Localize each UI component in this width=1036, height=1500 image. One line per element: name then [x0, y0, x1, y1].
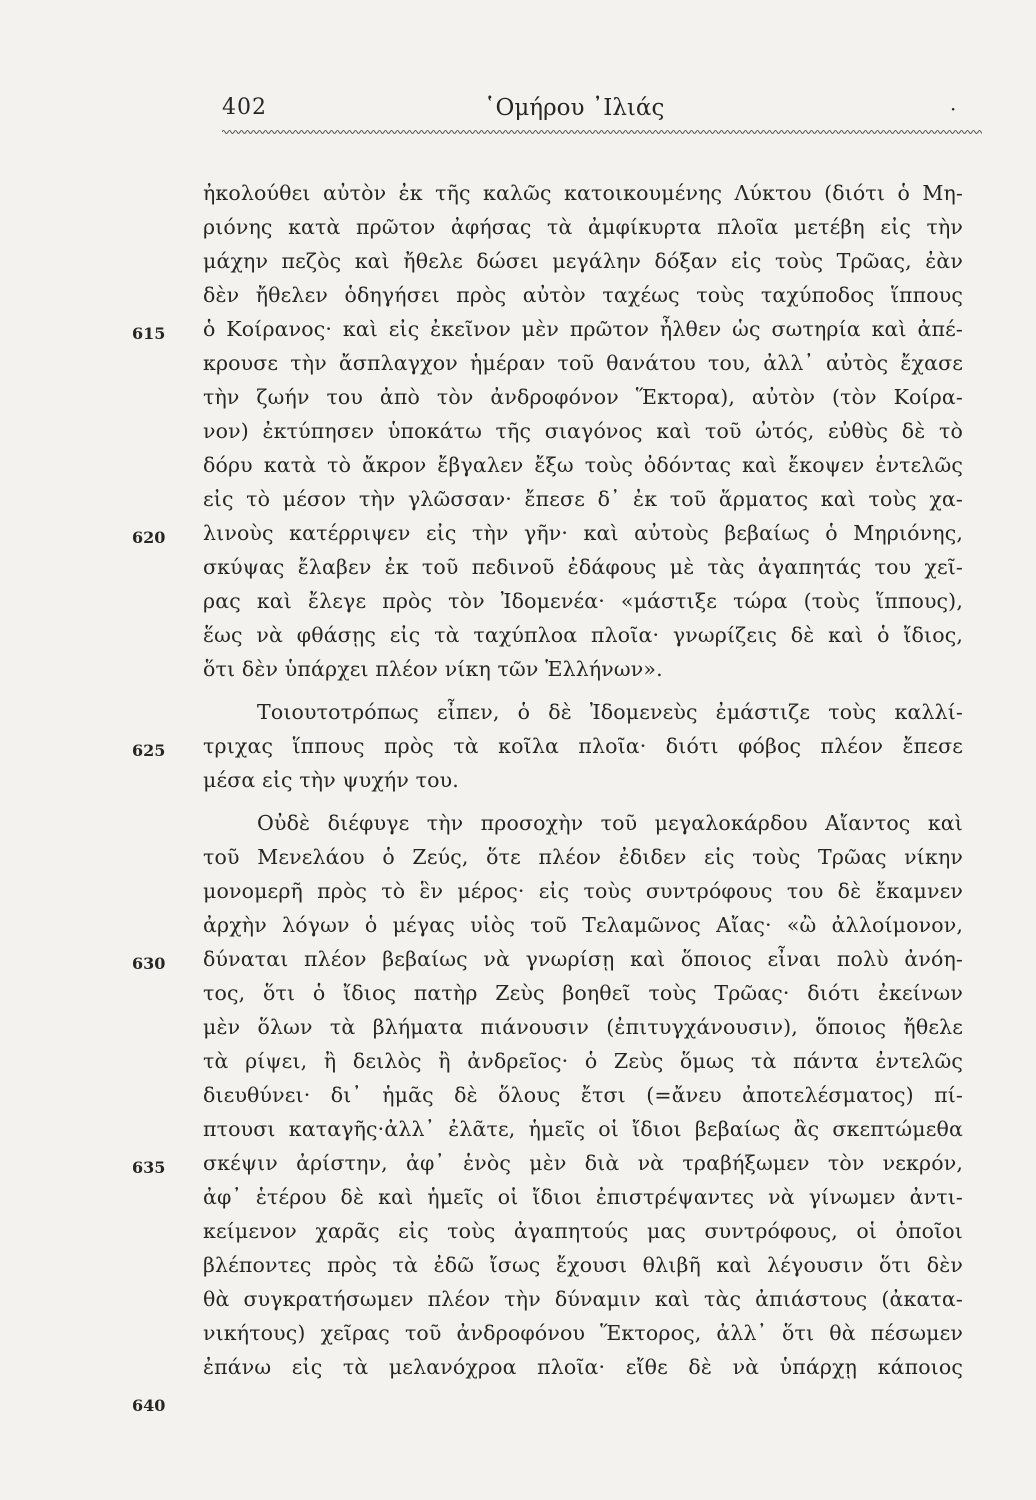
text-line: ἀρχὴν λόγων ὁ μέγας υἱὸς τοῦ Τελαμῶνος Αἴας· «ὢ ἀλλοίμονον,	[203, 913, 963, 937]
text-line: ἕως νὰ φθάσῃς εἰς τὰ ταχύπλοα πλοῖα· γνωρίζεις δὲ καὶ ὁ ἴδιος,	[203, 623, 963, 647]
text-line: μέσα εἰς τὴν ψυχήν του.	[203, 768, 459, 792]
running-title: ῾Ομήρου ᾿Ιλιάς	[484, 95, 665, 121]
text-line: κείμενον χαρᾶς εἰς τοὺς ἀγαπητούς μας συντρόφους, οἱ ὁποῖοι	[203, 1219, 963, 1243]
text-line: μὲν ὅλων τὰ βλήματα πιάνουσιν (ἐπιτυγχάνουσιν), ὅποιος ἤθελε	[203, 1015, 963, 1039]
line-number: 630	[132, 954, 166, 973]
text-line: ὅτι δὲν ὑπάρχει πλέον νίκη τῶν Ἑλλήνων».	[203, 657, 663, 681]
wavy-header-rule	[222, 128, 982, 136]
text-line: εἰς τὸ μέσον τὴν γλῶσσαν· ἔπεσε δ᾽ ἐκ τοῦ ἅρματος καὶ τοὺς χα-	[203, 487, 963, 511]
header-dot: ·	[950, 97, 957, 121]
text-line: ριόνης κατὰ πρῶτον ἀφήσας τὰ ἀμφίκυρτα πλοῖα μετέβη εἰς τὴν	[203, 215, 963, 239]
text-line: τριχας ἵππους πρὸς τὰ κοῖλα πλοῖα· διότι φόβος πλέον ἔπεσε	[203, 734, 963, 758]
line-number: 635	[132, 1158, 166, 1177]
text-line	[203, 1386, 963, 1416]
text-line: θὰ συγκρατήσωμεν πλέον τὴν δύναμιν καὶ τὰς ἀπιάστους (ἀκατα-	[203, 1287, 963, 1311]
text-line: τοῦ Μενελάου ὁ Ζεύς, ὅτε πλέον ἐδιδεν εἰς τοὺς Τρῶας νίκην	[203, 845, 963, 869]
text-line: ὁ Κοίρανος· καὶ εἰς ἐκεῖνον μὲν πρῶτον ἦλθεν ὡς σωτηρία καὶ ἀπέ-	[203, 317, 963, 341]
text-line: ρας καὶ ἔλεγε πρὸς τὸν Ἰδομενέα· «μάστιξε τώρα (τοὺς ἵππους),	[203, 589, 963, 613]
text-line: τὰ ρίψει, ἢ δειλὸς ἢ ἀνδρεῖος· ὁ Ζεὺς ὅμως τὰ πάντα ἐντελῶς	[203, 1049, 963, 1073]
text-line: λινοὺς κατέρριψεν εἰς τὴν γῆν· καὶ αὐτοὺς βεβαίως ὁ Μηριόνης,	[203, 521, 963, 545]
page-number: 402	[222, 95, 267, 120]
text-line: ἀφ᾽ ἑτέρου δὲ καὶ ἡμεῖς οἱ ἴδιοι ἐπιστρέψαντες νὰ γίνωμεν ἀντι-	[203, 1185, 963, 1209]
text-line: βλέποντες πρὸς τὰ ἐδῶ ἴσως ἔχουσι θλιβῆ καὶ λέγουσιν ὅτι δὲν	[203, 1253, 963, 1277]
line-number: 615	[132, 324, 166, 343]
line-number: 620	[132, 528, 166, 547]
text-line: πτουσι καταγῆς·ἀλλ᾽ ἐλᾶτε, ἡμεῖς οἱ ἴδιοι βεβαίως ἂς σκεπτώμεθα	[203, 1117, 963, 1141]
text-line: διευθύνει· δι᾽ ἡμᾶς δὲ ὅλους ἔτσι (=ἄνευ ἀποτελέσματος) πί-	[203, 1083, 963, 1107]
text-line: δόρυ κατὰ τὸ ἄκρον ἔβγαλεν ἔξω τοὺς ὀδόντας καὶ ἔκοψεν ἐντελῶς	[203, 453, 963, 477]
running-header	[222, 95, 982, 129]
text-line: δὲν ἤθελεν ὁδηγήσει πρὸς αὐτὸν ταχέως τοὺς ταχύποδος ἵππους	[203, 283, 963, 307]
text-line: νον) ἐκτύπησεν ὑποκάτω τῆς σιαγόνος καὶ τοῦ ὠτός, εὐθὺς δὲ τὸ	[203, 419, 963, 443]
text-line: μονομερῆ πρὸς τὸ ἓν μέρος· εἰς τοὺς συντρόφους του δὲ ἔκαμνεν	[203, 879, 963, 903]
text-line: Οὐδὲ διέφυγε τὴν προσοχὴν τοῦ μεγαλοκάρδου Αἴαντος καὶ	[257, 811, 963, 835]
text-line: τος, ὅτι ὁ ἴδιος πατὴρ Ζεὺς βοηθεῖ τοὺς Τρῶας· διότι ἐκείνων	[203, 981, 963, 1005]
text-line: κρουσε τὴν ἄσπλαγχον ἡμέραν τοῦ θανάτου του, ἀλλ᾽ αὐτὸς ἔχασε	[203, 351, 963, 375]
text-line: ἠκολούθει αὐτὸν ἐκ τῆς καλῶς κατοικουμένης Λύκτου (διότι ὁ Μη-	[203, 181, 963, 205]
text-line: σκύψας ἔλαβεν ἐκ τοῦ πεδινοῦ ἐδάφους μὲ τὰς ἀγαπητάς του χεῖ-	[203, 555, 963, 579]
text-line: τὴν ζωήν του ἀπὸ τὸν ἀνδροφόνον Ἕκτορα), αὐτὸν (τὸν Κοίρα-	[203, 385, 963, 409]
text-line: ἐπάνω εἰς τὰ μελανόχροα πλοῖα· εἴθε δὲ νὰ ὑπάρχῃ κάποιος	[203, 1355, 963, 1379]
line-number: 640	[132, 1396, 166, 1415]
text-line: Τοιουτοτρόπως εἶπεν, ὁ δὲ Ἰδομενεὺς ἐμάστιζε τοὺς καλλί-	[257, 700, 963, 724]
text-line: μάχην πεζὸς καὶ ἤθελε δώσει μεγάλην δόξαν εἰς τοὺς Τρῶας, ἐὰν	[203, 249, 963, 273]
text-line: δύναται πλέον βεβαίως νὰ γνωρίσῃ καὶ ὅποιος εἶναι πολὺ ἀνόη-	[203, 947, 963, 971]
text-line: σκέψιν ἀρίστην, ἀφ᾽ ἑνὸς μὲν διὰ νὰ τραβήξωμεν τὸν νεκρόν,	[203, 1151, 963, 1175]
line-number: 625	[132, 741, 166, 760]
text-line: νικήτους) χεῖρας τοῦ ἀνδροφόνου Ἕκτορος, ἀλλ᾽ ὅτι θὰ πέσωμεν	[203, 1321, 963, 1345]
